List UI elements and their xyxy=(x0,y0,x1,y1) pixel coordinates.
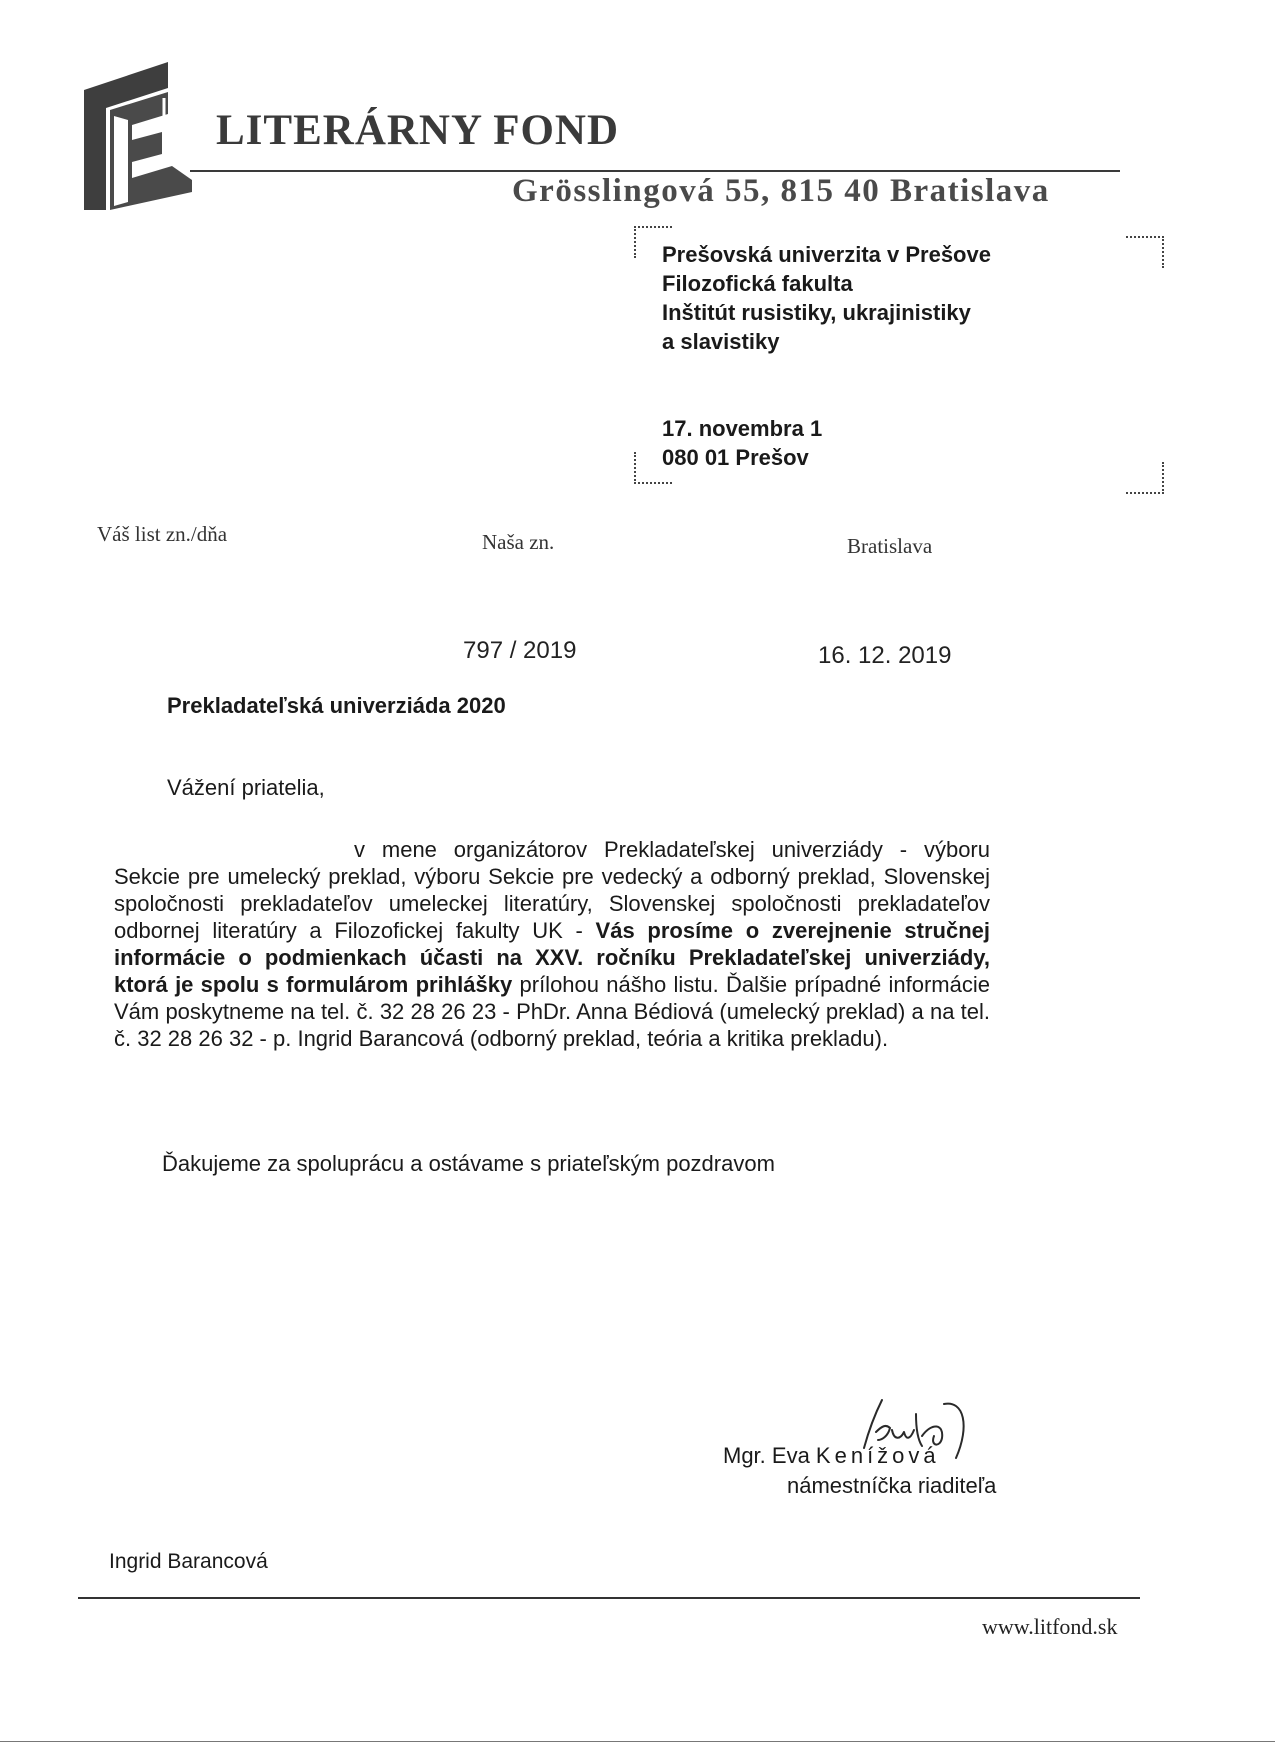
header-divider xyxy=(190,170,1120,172)
your-reference-label: Váš list zn./dňa xyxy=(97,522,228,546)
signer-title: námestníčka riaditeľa xyxy=(787,1473,997,1498)
body-contacts: prílohou nášho listu. Ďalšie prípadné informácie Vám poskytneme na tel. č. 32 28 26 23 - PhDr. Anna Bédiová (umelecký preklad) a na tel. č. 32 28 26 32 - p. Ingrid Barancová (odborný preklad, teória a kritika prekladu). xyxy=(114,972,990,1051)
recipient-line: Inštitút rusistiky, ukrajinistiky xyxy=(662,300,971,325)
address-spacer xyxy=(662,356,991,414)
closing-phrase: Ďakujeme za spoluprácu a ostávame s priateľským pozdravom xyxy=(162,1151,775,1176)
our-reference-number: 797 / 2019 xyxy=(463,637,577,664)
recipient-street: 17. novembra 1 xyxy=(662,416,823,441)
address-window-corner xyxy=(1126,236,1164,268)
place-label: Bratislava xyxy=(847,534,933,558)
recipient-address xyxy=(662,240,991,472)
signer-name-prefix: Mgr. Eva xyxy=(723,1443,816,1468)
body-request: Vás prosíme o zverejnenie stručnej informácie o podmienkach účasti na XXV. ročníku Prekladateľskej univerziády, ktorá je spolu s formulárom prihlášky xyxy=(114,918,990,997)
letter-date: 16. 12. 2019 xyxy=(818,642,952,669)
our-reference-label: Naša zn. xyxy=(482,530,555,554)
document-author: Ingrid Barancová xyxy=(109,1550,268,1573)
recipient-city: 080 01 Prešov xyxy=(662,445,809,470)
scan-edge xyxy=(0,1741,1275,1742)
literarny-fond-logo xyxy=(84,62,196,210)
recipient-line: Prešovská univerzita v Prešove xyxy=(662,242,991,267)
letter-subject: Prekladateľská univerziáda 2020 xyxy=(167,693,506,718)
address-window-corner xyxy=(1126,462,1164,494)
organization-name: LITERÁRNY FOND xyxy=(216,107,620,154)
footer-divider xyxy=(78,1597,1140,1599)
organization-address: Grösslingová 55, 815 40 Bratislava xyxy=(512,173,1050,209)
website-link[interactable]: www.litfond.sk xyxy=(982,1614,1118,1639)
signer-name xyxy=(723,1443,940,1469)
letter-body xyxy=(114,836,990,1052)
recipient-line: Filozofická fakulta xyxy=(662,271,853,296)
salutation: Vážení priatelia, xyxy=(167,775,325,800)
body-intro: v mene organizátorov Prekladateľskej univerziády - výboru Sekcie pre umelecký preklad, výboru Sekcie pre vedecký a odborný preklad, Slovenskej spoločnosti prekladateľov umeleckej literatúry, Slovenskej spoločnosti prekladateľov odbornej literatúry a Filozofickej fakulty UK - xyxy=(114,837,990,943)
recipient-line: a slavistiky xyxy=(662,329,780,354)
signer-surname: Kenížová xyxy=(815,1443,940,1468)
